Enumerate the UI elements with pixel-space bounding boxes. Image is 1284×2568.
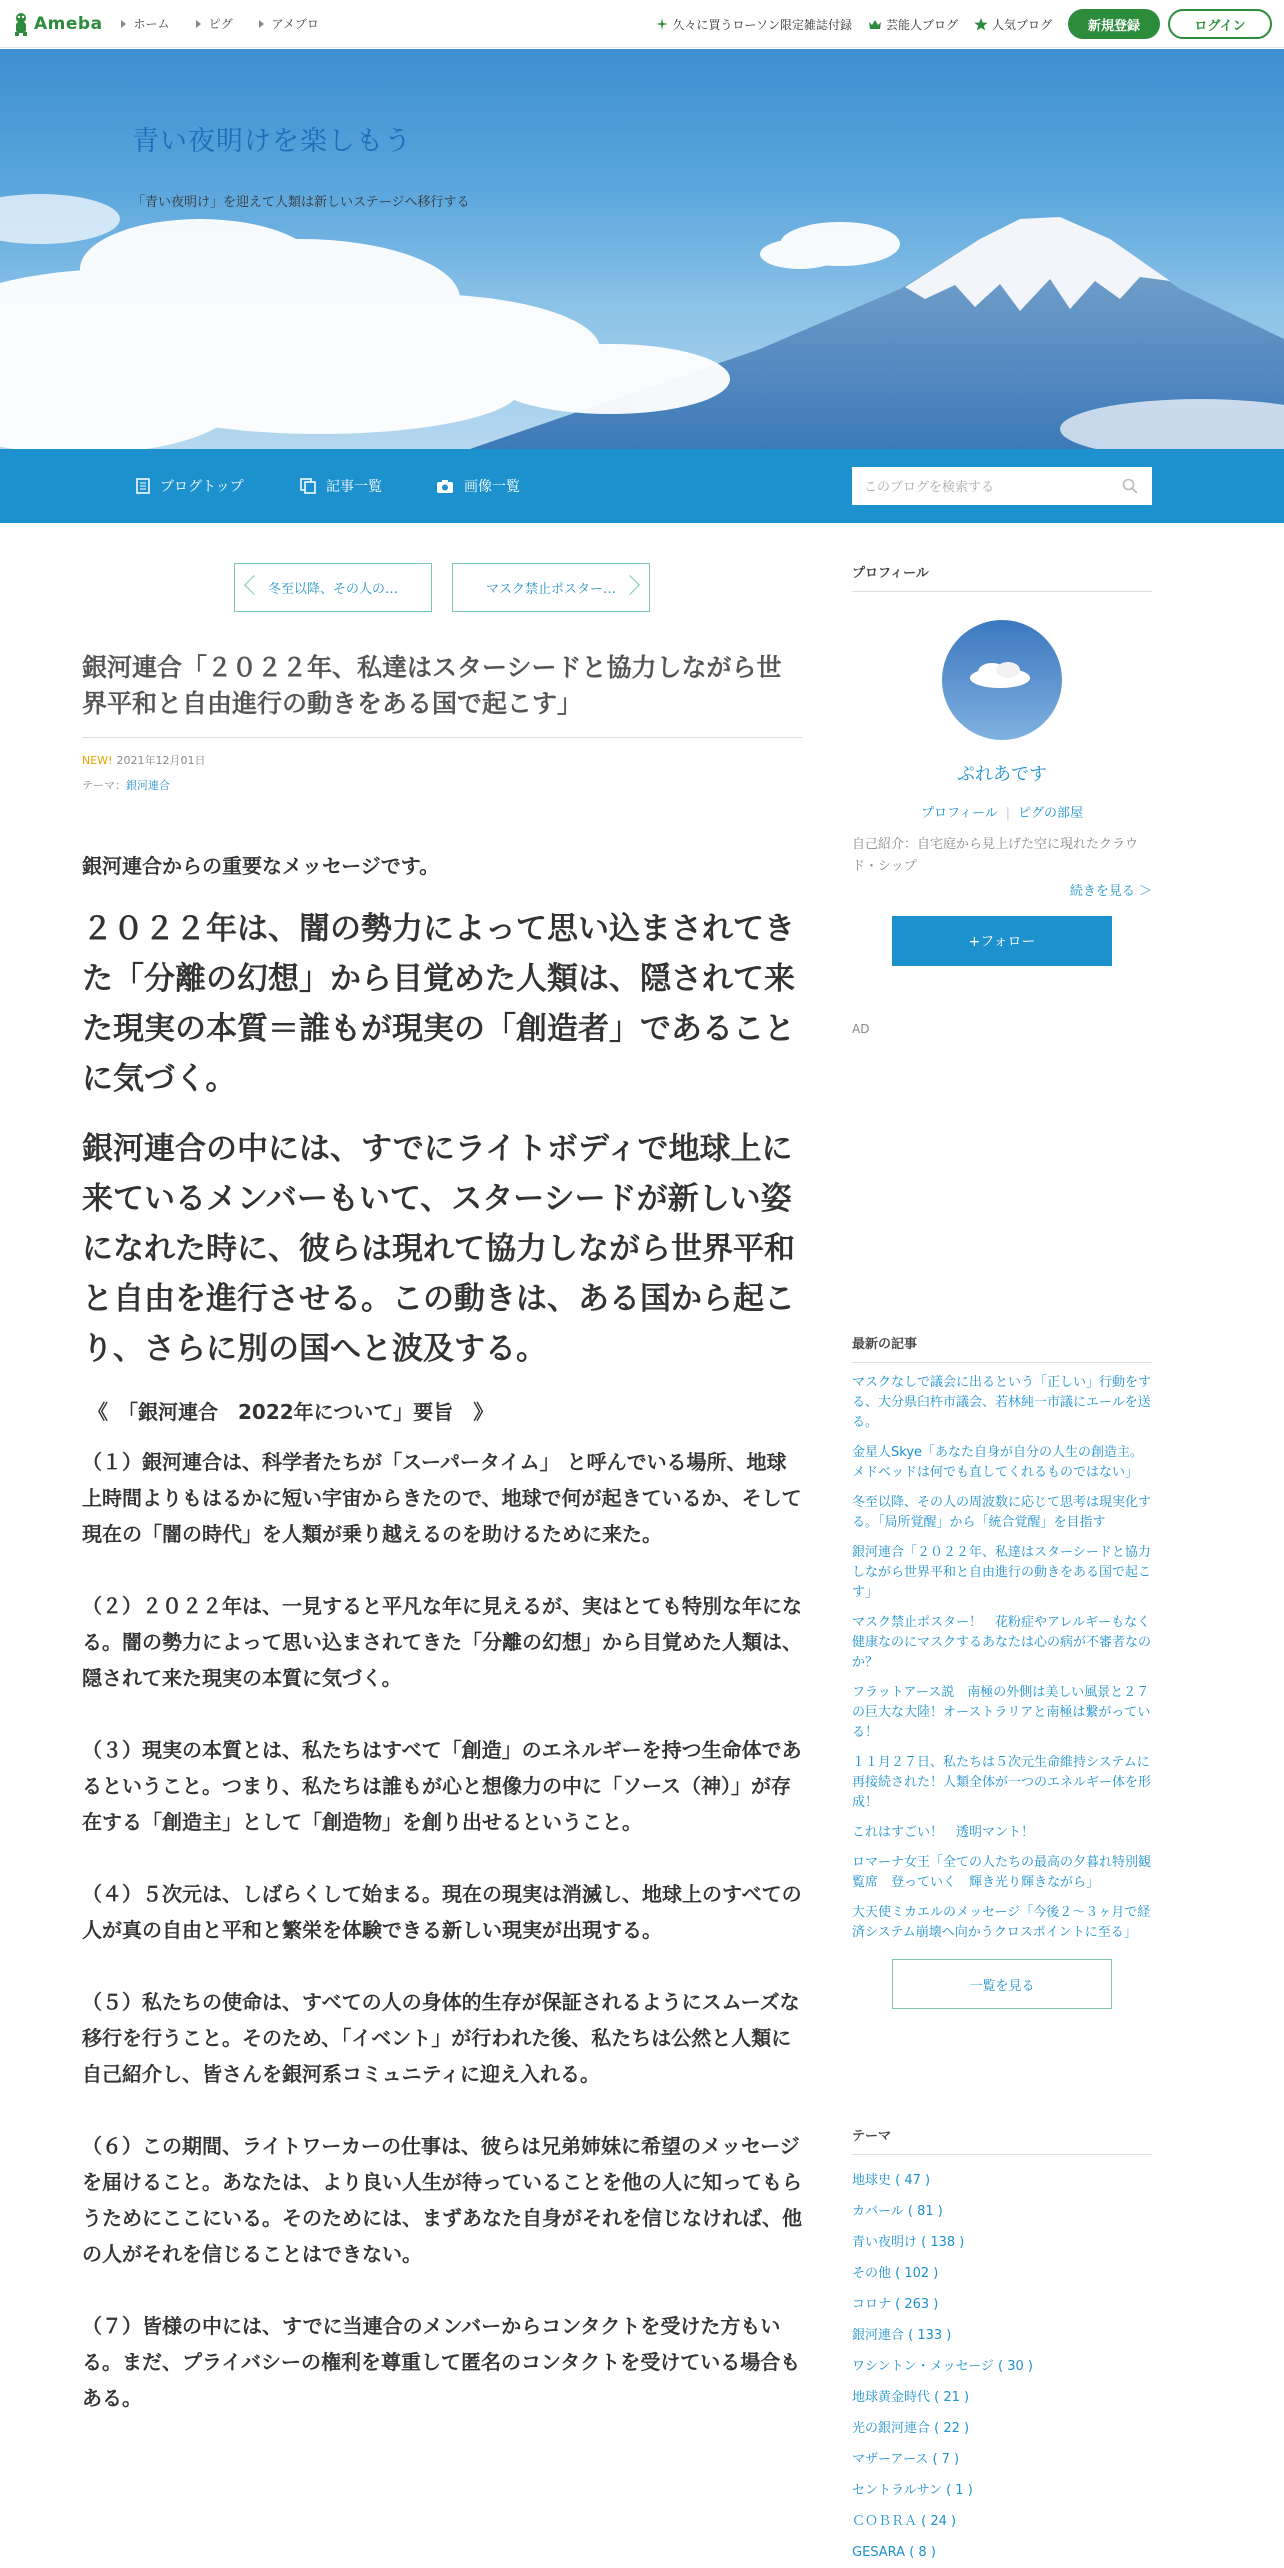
ameba-logo-icon: [12, 11, 30, 37]
profile-name[interactable]: ぷれあです: [957, 764, 1047, 785]
blog-nav-bar: [0, 449, 1284, 523]
top-link-lawson[interactable]: 久々に買うローソン限定雑誌付録: [656, 16, 852, 33]
avatar[interactable]: [942, 620, 1062, 740]
new-badge: NEW!: [82, 754, 113, 767]
nav-blog-top[interactable]: ブログトップ: [136, 449, 244, 523]
login-button[interactable]: ログイン: [1168, 9, 1272, 39]
top-right: [656, 0, 1284, 48]
article-section-heading: 《 「銀河連合 2022年について」要旨 》: [88, 1400, 494, 1424]
article-date: NEW! 2021年12月01日: [82, 754, 206, 767]
recent-article-link[interactable]: 冬至以降、その人の周波数に応じて思考は現実化する。「局所覚醒」から「統合覚醒」を目指す: [852, 1495, 1152, 1530]
blog-search-input[interactable]: [852, 469, 1102, 503]
article-paragraph: （５）私たちの使命は、すべての人の身体的生存が保証されるようにスムーズな移行を行うこと。そのため、「イベント」が行われた後、私たちは公然と人類に自己紹介し、皆さんを銀河系コミュニティに迎え入れる。: [82, 1990, 800, 2086]
chevron-right-icon: [259, 20, 264, 28]
register-button[interactable]: 新規登録: [1068, 9, 1160, 39]
ameba-logo-text: Ameba: [34, 13, 103, 34]
themes-section: [852, 2125, 1152, 2568]
article-theme-link[interactable]: 銀河連合: [126, 779, 170, 792]
recent-article-link[interactable]: マスク禁止ポスター！ 花粉症やアレルギーもなく健康なのにマスクするあなたは心の病が不審者なのか？: [852, 1615, 1152, 1670]
recent-article-link[interactable]: マスクなしで議会に出るという「正しい」行動をする、大分県臼杵市議会、若林純一市議にエールを送る。: [852, 1375, 1152, 1430]
article-highlight-2: 銀河連合の中には、すでにライトボディで地球上に来ているメンバーもいて、スターシードが新しい姿になれた時に、彼らは現れて協力しながら世界平和と自由を進行させる。この動きは、ある国から起こり、さらに別の国へと波及する。: [82, 1131, 795, 1367]
top-bar: [0, 0, 1284, 48]
cloud-avatar-image: [942, 620, 1062, 740]
recent-articles-section: [852, 1333, 1152, 2009]
chevron-right-icon: [196, 20, 201, 28]
article-paragraph: （４）５次元は、しばらくして始まる。現在の現実は消滅し、地球上のすべての人が真の自由と平和と繁栄を体験できる新しい現実が出現する。: [82, 1882, 802, 1942]
chevron-right-icon: [121, 20, 126, 28]
blog-subtitle: 「青い夜明け」を迎えて人類は新しいステージへ移行する: [132, 195, 470, 210]
theme-link[interactable]: GESARA ( 8 ): [852, 2545, 936, 2560]
follow-button[interactable]: +フォロー: [892, 916, 1112, 966]
document-icon: [136, 478, 150, 494]
nav-article-list[interactable]: 記事一覧: [300, 449, 382, 523]
article-paragraph: （６）この期間、ライトワーカーの仕事は、彼らは兄弟姉妹に希望のメッセージを届けること。あなたは、より良い人生が待っていることを他の人に知ってもらうためにここにいる。そのためには、まずあなた自身がそれを信じなければ、他の人がそれを信じることはできない。: [82, 2134, 802, 2266]
theme-link[interactable]: その他 ( 102 ): [852, 2266, 939, 2281]
top-link-popular[interactable]: 人気ブログ: [974, 16, 1052, 33]
recent-article-link[interactable]: 大天使ミカエルのメッセージ「今後２～３ヶ月で経済システム崩壊へ向かうクロスポイントに至る」: [852, 1905, 1151, 1940]
theme-link[interactable]: 地球黄金時代 ( 21 ): [852, 2390, 970, 2405]
article-intro: 銀河連合からの重要なメッセージです。: [82, 854, 440, 878]
recent-article-link[interactable]: １１月２７日、私たちは５次元生命維持システムに再接続された！人類全体が一つのエネルギー体を形成！: [852, 1755, 1152, 1810]
pigg-room-link[interactable]: ピグの部屋: [1018, 806, 1084, 821]
theme-link[interactable]: ワシントン・メッセージ ( 30 ): [852, 2359, 1033, 2374]
star-icon: [974, 18, 988, 31]
sparkle-icon: [656, 18, 668, 30]
recent-heading: 最新の記事: [852, 1333, 1152, 1363]
theme-link[interactable]: ＣＯＢＲＡ ( 24 ): [852, 2514, 957, 2529]
mount-fuji-header-image: [0, 49, 1284, 449]
theme-link[interactable]: コロナ ( 263 ): [852, 2297, 939, 2312]
prev-article-button[interactable]: 冬至以降、その人の…: [234, 563, 432, 612]
title-divider: [82, 737, 802, 738]
profile-section: [852, 562, 1152, 1042]
top-link-celebrity[interactable]: 芸能人ブログ: [868, 16, 958, 33]
profile-intro: 自己紹介：自宅庭から見上げた空に現れたクラウド・シップ: [852, 837, 1139, 874]
recent-article-link[interactable]: フラットアース説 南極の外側は美しい風景と２７の巨大な大陸！オーストラリアと南極は繋がっている！: [852, 1685, 1151, 1740]
theme-link[interactable]: セントラルサン ( 1 ): [852, 2483, 973, 2498]
theme-link[interactable]: 青い夜明け ( 138 ): [852, 2235, 965, 2250]
profile-more-link[interactable]: 続きを見る ＞: [1069, 884, 1152, 899]
top-nav-ameblo[interactable]: アメブロ: [259, 15, 319, 32]
chevron-right-icon: [620, 575, 640, 595]
profile-heading: プロフィール: [852, 562, 1152, 592]
article-body: [82, 848, 802, 2452]
crown-icon: [868, 19, 882, 30]
copy-icon: [300, 478, 316, 494]
article-paragraph: （３）現実の本質とは、私たちはすべて「創造」のエネルギーを持つ生命体であるということ。つまり、私たちは誰もが心と想像力の中に「ソース（神）」が存在する「創造主」として「創造物」を創り出せるということ。: [82, 1738, 802, 1834]
nav-image-list[interactable]: 画像一覧: [436, 449, 520, 523]
recent-list: [852, 1373, 1152, 1943]
profile-link[interactable]: プロフィール: [920, 806, 998, 821]
recent-article-link[interactable]: ロマーナ女王「全ての人たちの最高の夕暮れ特別観覧席 登っていく 輝き光り輝きながら」: [852, 1855, 1152, 1890]
article-paragraph: （１）銀河連合は、科学者たちが「スーパータイム」 と呼んでいる場所、地球上時間よりもはるかに短い宇宙からきたので、地球で何が起きているか、そして現在の「闇の時代」を人類が乗り越えるのを助けるために来た。: [82, 1450, 802, 1546]
theme-link[interactable]: マザーアース ( 7 ): [852, 2452, 960, 2467]
chevron-left-icon: [244, 575, 264, 595]
recent-article-link[interactable]: これはすごい！ 透明マント！: [852, 1825, 1035, 1840]
themes-heading: テーマ: [852, 2125, 1152, 2155]
blog-title[interactable]: 青い夜明けを楽しもう: [132, 126, 412, 157]
ameba-logo[interactable]: [12, 0, 103, 48]
theme-link[interactable]: 光の銀河連合 ( 22 ): [852, 2421, 970, 2436]
article-highlight-1: ２０２２年は、闇の勢力によって思い込まされてきた「分離の幻想」から目覚めた人類は、隠されて来た現実の本質＝誰もが現実の「創造者」であることに気づく。: [82, 911, 795, 1097]
recent-article-link[interactable]: 金星人Skye「あなた自身が自分の人生の創造主。メドベッドは何でも直してくれるものではない」: [852, 1445, 1144, 1480]
blog-search: [852, 467, 1152, 505]
ad-label: AD: [852, 1022, 870, 1036]
top-nav-pigg[interactable]: ピグ: [196, 15, 233, 32]
article-theme: テーマ：銀河連合: [82, 779, 170, 792]
recent-article-link[interactable]: 銀河連合「２０２２年、私達はスターシードと協力しながら世界平和と自由進行の動きをある国で起こす」: [852, 1545, 1152, 1600]
search-icon[interactable]: [1122, 478, 1138, 494]
theme-link[interactable]: 銀河連合 ( 133 ): [852, 2328, 952, 2343]
top-nav-home[interactable]: ホーム: [121, 15, 170, 32]
profile-links: プロフィール | ピグの部屋: [920, 806, 1084, 821]
blog-header: [0, 49, 1284, 449]
theme-link[interactable]: 地球史 ( 47 ): [852, 2173, 931, 2188]
camera-icon: [436, 479, 454, 494]
article-paragraph: （７）皆様の中には、すでに当連合のメンバーからコンタクトを受けた方もいる。まだ、プライバシーの権利を尊重して匿名のコンタクトを受けている場合もある。: [82, 2314, 801, 2410]
theme-link[interactable]: カバール ( 81 ): [852, 2204, 943, 2219]
article-title: 銀河連合「２０２２年、私達はスターシードと協力しながら世界平和と自由進行の動きをある国で起こす」: [82, 653, 782, 718]
article-paragraph: （２）２０２２年は、一見すると平凡な年に見えるが、実はとても特別な年になる。闇の勢力によって思い込まされてきた「分離の幻想」から目覚めた人類は、隠されて来た現実の本質に気づく。: [82, 1594, 802, 1690]
view-all-articles-button[interactable]: 一覧を見る: [892, 1959, 1112, 2009]
top-nav: [121, 15, 345, 32]
next-article-button[interactable]: マスク禁止ポスター…: [452, 563, 650, 612]
theme-list: [852, 2165, 1152, 2568]
